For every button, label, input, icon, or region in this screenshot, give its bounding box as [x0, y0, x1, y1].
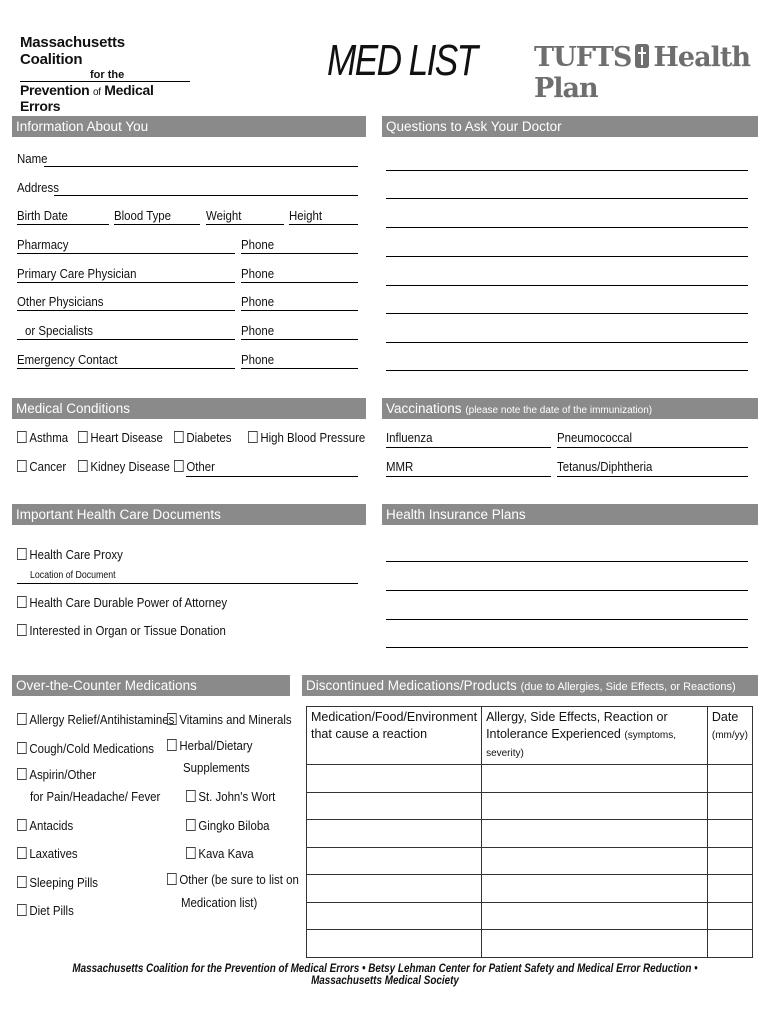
documents-heading: Important Health Care Documents [12, 504, 366, 525]
col-medication-label-2: that cause a reaction [311, 727, 428, 741]
cough-label: Cough/Cold Medications [29, 741, 154, 756]
table-row [307, 875, 753, 903]
tufts-word: TUFTS [534, 42, 632, 73]
specialists-phone-field[interactable] [241, 339, 358, 340]
birth-date-label: Birth Date [17, 208, 68, 223]
col-reaction-label-2: Intolerance Experienced [486, 727, 621, 741]
asthma-label: Asthma [29, 430, 69, 445]
col-reaction-header [482, 707, 708, 765]
kava-label: Kava Kava [198, 846, 254, 861]
tetanus-field[interactable] [557, 476, 748, 477]
question-line[interactable] [386, 313, 748, 314]
reaction-cell[interactable] [482, 792, 708, 820]
other-physicians-label: Other Physicians [17, 294, 104, 309]
checkbox-icon [174, 460, 184, 472]
checkbox-icon [17, 847, 27, 859]
reaction-cell[interactable] [482, 820, 708, 848]
emergency-label: Emergency Contact [17, 352, 118, 367]
reaction-cell[interactable] [482, 875, 708, 903]
tetanus-label: Tetanus/Diphtheria [557, 459, 653, 474]
address-label: Address [17, 180, 59, 195]
pcp-phone-field[interactable] [241, 282, 358, 283]
logo-medical-errors: Medical Errors [20, 82, 154, 114]
other-otc-label: Other (be sure to list on [179, 872, 299, 887]
page-title: MED LIST [327, 36, 477, 85]
col-medication-header [307, 707, 482, 765]
other-otc-checkbox[interactable] [167, 872, 299, 887]
tufts-cross-icon [635, 44, 649, 68]
date-cell[interactable] [707, 765, 752, 793]
table-row [307, 847, 753, 875]
sleeping-label: Sleeping Pills [29, 875, 99, 890]
checkbox-icon [17, 904, 27, 916]
address-field[interactable] [54, 195, 358, 196]
specialists-field[interactable] [17, 339, 235, 340]
specialists-phone-label: Phone [241, 323, 275, 338]
insurance-line[interactable] [386, 561, 748, 562]
herbal-label: Herbal/Dietary [179, 738, 253, 753]
diet-label: Diet Pills [29, 903, 74, 918]
name-label: Name [17, 151, 48, 166]
checkbox-icon [186, 790, 196, 802]
medication-cell[interactable] [307, 930, 482, 958]
tufts-logo [534, 42, 770, 104]
gingko-checkbox[interactable] [186, 818, 270, 833]
kidney-disease-checkbox[interactable] [78, 459, 170, 474]
heart-disease-checkbox[interactable] [78, 430, 163, 445]
herbal-checkbox[interactable] [167, 738, 252, 753]
reaction-cell[interactable] [482, 847, 708, 875]
question-line[interactable] [386, 227, 748, 228]
herbal-label-2: Supplements [183, 760, 250, 775]
poa-checkbox[interactable] [17, 595, 227, 610]
laxatives-checkbox[interactable] [17, 846, 78, 861]
checkbox-icon [17, 431, 27, 443]
heart-disease-label: Heart Disease [90, 430, 163, 445]
stjohns-label: St. John's Wort [198, 789, 276, 804]
question-line[interactable] [386, 170, 748, 171]
checkbox-icon [17, 596, 27, 608]
date-cell[interactable] [707, 820, 752, 848]
other-condition-field[interactable] [186, 476, 358, 477]
insurance-line[interactable] [386, 619, 748, 620]
checkbox-icon [186, 847, 196, 859]
other-physicians-field[interactable] [17, 310, 235, 311]
checkbox-icon [17, 819, 27, 831]
date-cell[interactable] [707, 875, 752, 903]
checkbox-icon [17, 742, 27, 754]
info-heading: Information About You [12, 116, 366, 137]
kidney-disease-label: Kidney Disease [90, 459, 170, 474]
other-otc-label-2: Medication list) [181, 895, 258, 910]
table-row [307, 765, 753, 793]
aspirin-label-2: for Pain/Headache/ Fever [30, 789, 161, 804]
weight-label: Weight [206, 208, 242, 223]
checkbox-icon [17, 713, 27, 725]
date-cell[interactable] [707, 902, 752, 930]
pharmacy-phone-label: Phone [241, 237, 275, 252]
stjohns-checkbox[interactable] [186, 789, 275, 804]
pcp-label: Primary Care Physician [17, 266, 137, 281]
checkbox-icon [17, 548, 27, 560]
checkbox-icon [78, 431, 88, 443]
date-cell[interactable] [707, 847, 752, 875]
question-line[interactable] [386, 342, 748, 343]
checkbox-icon [248, 431, 258, 443]
pharmacy-phone-field[interactable] [241, 253, 358, 254]
discontinued-table [306, 706, 753, 958]
emergency-field[interactable] [17, 368, 235, 369]
location-label: Location of Document [30, 570, 116, 581]
insurance-line[interactable] [386, 647, 748, 648]
height-label: Height [289, 208, 323, 223]
laxatives-label: Laxatives [29, 846, 78, 861]
blood-type-label: Blood Type [114, 208, 172, 223]
discontinued-note: (due to Allergies, Side Effects, or Reactions) [520, 681, 736, 693]
col-reaction-label: Allergy, Side Effects, Reaction or [486, 710, 668, 724]
diabetes-label: Diabetes [186, 430, 232, 445]
poa-label: Health Care Durable Power of Attorney [29, 595, 228, 610]
aspirin-label: Aspirin/Other [29, 767, 97, 782]
table-header-row [307, 707, 753, 765]
name-field[interactable] [44, 166, 358, 167]
otc-heading: Over-the-Counter Medications [12, 675, 290, 696]
insurance-heading: Health Insurance Plans [382, 504, 758, 525]
table-row [307, 792, 753, 820]
other-phone-label: Phone [241, 294, 275, 309]
mmr-label: MMR [386, 459, 414, 474]
proxy-label: Health Care Proxy [29, 547, 123, 562]
kava-checkbox[interactable] [186, 846, 254, 861]
discontinued-heading [302, 675, 758, 696]
birth-date-field[interactable] [17, 224, 109, 225]
sleeping-checkbox[interactable] [17, 875, 98, 890]
table-row [307, 820, 753, 848]
allergy-checkbox[interactable] [17, 712, 174, 727]
checkbox-icon [186, 819, 196, 831]
medication-cell[interactable] [307, 765, 482, 793]
pneumococcal-field[interactable] [557, 447, 748, 448]
pneumococcal-label: Pneumococcal [557, 430, 633, 445]
checkbox-icon [17, 876, 27, 888]
asthma-checkbox[interactable] [17, 430, 68, 445]
emergency-phone-field[interactable] [241, 368, 358, 369]
vaccinations-heading [382, 398, 758, 419]
insurance-line[interactable] [386, 590, 748, 591]
conditions-heading: Medical Conditions [12, 398, 366, 419]
coalition-logo [20, 34, 190, 114]
reaction-cell[interactable] [482, 765, 708, 793]
checkbox-icon [17, 624, 27, 636]
date-cell[interactable] [707, 930, 752, 958]
medication-cell[interactable] [307, 902, 482, 930]
col-date-label: Date [711, 710, 739, 724]
reaction-cell[interactable] [482, 902, 708, 930]
checkbox-icon [78, 460, 88, 472]
medication-cell[interactable] [307, 847, 482, 875]
cancer-checkbox[interactable] [17, 459, 66, 474]
vaccinations-note: (please note the date of the immunization) [465, 405, 653, 416]
vaccinations-title: Vaccinations [386, 401, 462, 416]
medication-cell[interactable] [307, 875, 482, 903]
height-field[interactable] [289, 224, 358, 225]
specialists-label: or Specialists [25, 323, 94, 338]
logo-prevention: Prevention [20, 82, 90, 98]
questions-heading: Questions to Ask Your Doctor [382, 116, 758, 137]
logo-line3 [20, 82, 190, 114]
hbp-checkbox[interactable] [248, 430, 365, 445]
question-line[interactable] [386, 198, 748, 199]
emergency-phone-label: Phone [241, 352, 275, 367]
vitamins-checkbox[interactable] [167, 712, 292, 727]
gingko-label: Gingko Biloba [198, 818, 270, 833]
col-date-header [707, 707, 752, 765]
pcp-field[interactable] [17, 282, 235, 283]
antacids-label: Antacids [29, 818, 74, 833]
influenza-field[interactable] [386, 447, 551, 448]
logo-of: of [92, 87, 101, 98]
organ-label: Interested in Organ or Tissue Donation [29, 623, 226, 638]
organ-checkbox[interactable] [17, 623, 226, 638]
checkbox-icon [167, 873, 177, 885]
diet-checkbox[interactable] [17, 903, 74, 918]
weight-field[interactable] [206, 224, 284, 225]
pharmacy-label: Pharmacy [17, 237, 69, 252]
footer-text: Massachusetts Coalition for the Prevention of Medical Errors • Betsy Lehman Center for Patient Safety and Medical Error Reduction • Massachusetts Medical Society [72, 963, 698, 987]
other-condition-label: Other [186, 459, 215, 474]
col-date-format: (mm/yy) [711, 730, 748, 741]
vitamins-label: Vitamins and Minerals [179, 712, 292, 727]
checkbox-icon [17, 460, 27, 472]
blood-type-field[interactable] [114, 224, 200, 225]
checkbox-icon [174, 431, 184, 443]
allergy-label: Allergy Relief/Antihistamines [29, 712, 175, 727]
diabetes-checkbox[interactable] [174, 430, 231, 445]
location-field[interactable] [17, 583, 358, 584]
other-condition-checkbox[interactable] [174, 459, 215, 474]
question-line[interactable] [386, 285, 748, 286]
logo-line1: Massachusetts Coalition [20, 34, 125, 68]
aspirin-checkbox[interactable] [17, 767, 96, 782]
question-line[interactable] [386, 370, 748, 371]
date-cell[interactable] [707, 792, 752, 820]
table-row [307, 930, 753, 958]
antacids-checkbox[interactable] [17, 818, 73, 833]
checkbox-icon [167, 713, 177, 725]
medication-cell[interactable] [307, 792, 482, 820]
pcp-phone-label: Phone [241, 266, 275, 281]
proxy-checkbox[interactable] [17, 547, 123, 562]
col-medication-label: Medication/Food/Environment [311, 710, 478, 724]
checkbox-icon [17, 768, 27, 780]
influenza-label: Influenza [386, 430, 433, 445]
health-plan-word: Health Plan [534, 42, 750, 104]
logo-line2: for the [20, 69, 190, 82]
medication-cell[interactable] [307, 820, 482, 848]
hbp-label: High Blood Pressure [260, 430, 366, 445]
mmr-field[interactable] [386, 476, 551, 477]
col-reaction-note: (symptoms, severity) [486, 730, 677, 759]
cough-checkbox[interactable] [17, 741, 154, 756]
cancer-label: Cancer [29, 459, 67, 474]
table-row [307, 902, 753, 930]
checkbox-icon [167, 739, 177, 751]
other-phone-field[interactable] [241, 310, 358, 311]
reaction-cell[interactable] [482, 930, 708, 958]
question-line[interactable] [386, 256, 748, 257]
pharmacy-field[interactable] [17, 253, 235, 254]
discontinued-title: Discontinued Medications/Products [306, 678, 517, 693]
